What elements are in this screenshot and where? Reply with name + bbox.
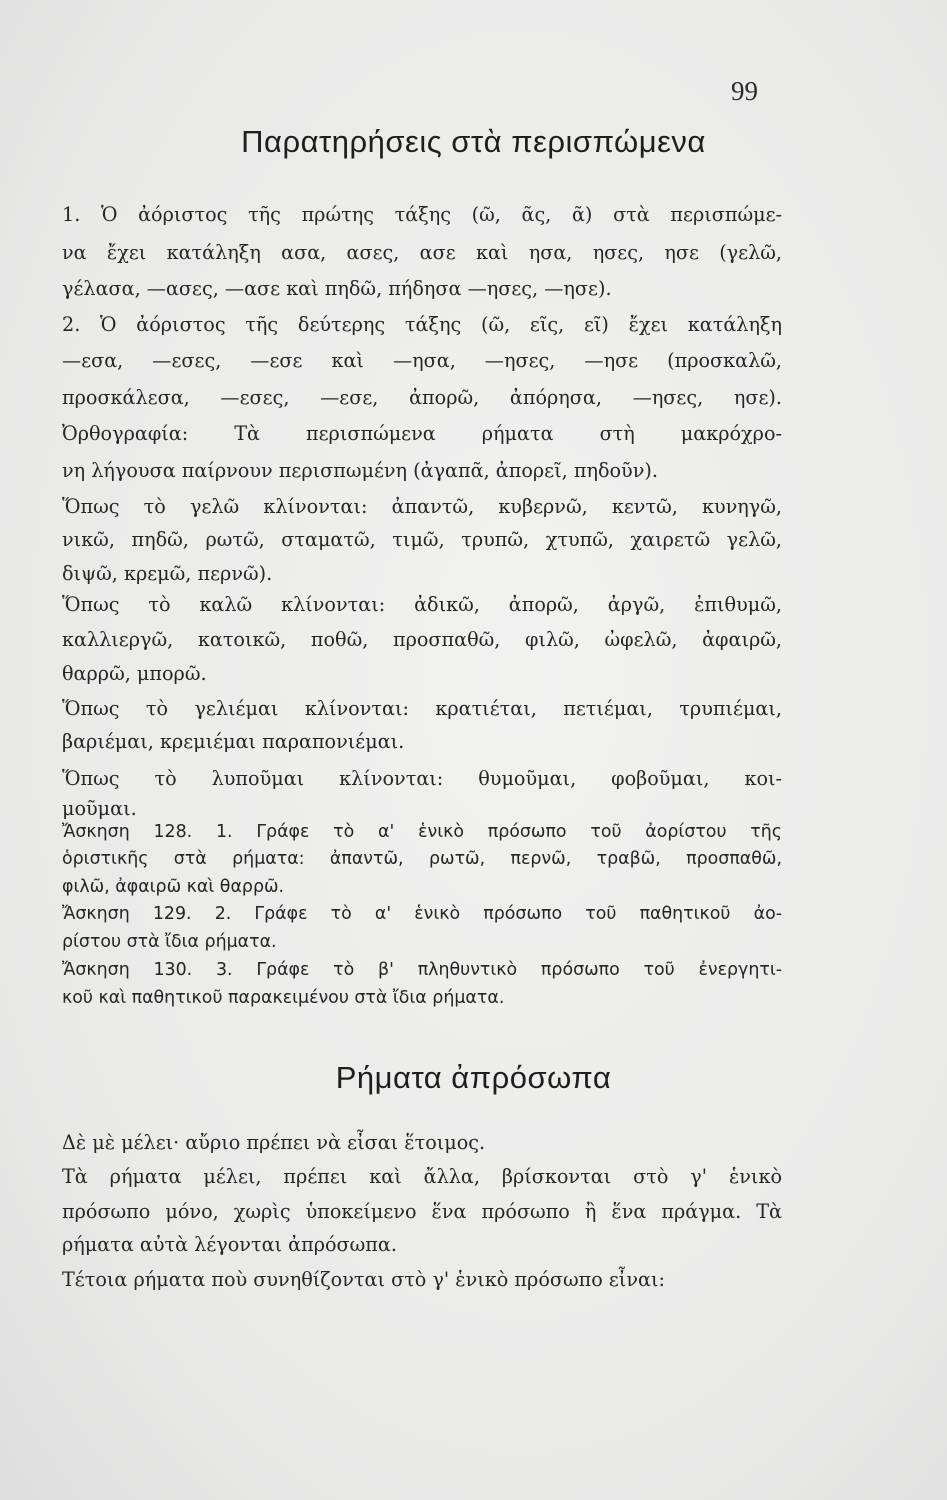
text-line: διψῶ, κρεμῶ, περνῶ). [62,562,273,585]
text-line: Ὅπως τὸ λυποῦμαι κλίνονται: θυμοῦμαι, φοβοῦμαι, κοι- [62,767,782,790]
text-line: Τὰ ρήματα μέλει, πρέπει καὶ ἄλλα, βρίσκονται στὸ γ' ἑνικὸ [62,1165,782,1188]
text-line: νικῶ, πηδῶ, ρωτῶ, σταματῶ, τιμῶ, τρυπῶ, χτυπῶ, χαιρετῶ γελῶ, [62,528,782,551]
text-line: κοῦ καὶ παθητικοῦ παρακειμένου στὰ ἴδια ρήματα. [62,988,505,1008]
page-number: 99 [731,76,758,106]
text-line: Ὀρθογραφία: Τὰ περισπώμενα ρήματα στὴ μακρόχρο- [62,422,782,445]
text-line: να ἔχει κατάληξη ασα, ασες, ασε καὶ ησα, ησες, ησε (γελῶ, [62,241,782,264]
section-heading-perispomena: Παρατηρήσεις στὰ περισπώμενα [241,124,706,159]
text-line: καλλιεργῶ, κατοικῶ, ποθῶ, προσπαθῶ, φιλῶ, ὠφελῶ, ἀφαιρῶ, [62,628,782,651]
text-line: προσκάλεσα, —εσες, —εσε, ἀπορῶ, ἀπόρησα, —ησες, ησε). [62,386,782,409]
text-line: ὁριστικῆς στὰ ρήματα: ἀπαντῶ, ρωτῶ, περνῶ, τραβῶ, προσπαθῶ, [62,849,782,869]
section-heading-aprosopa: Ρήματα ἀπρόσωπα [335,1060,612,1095]
text-line: Ὅπως τὸ γελιέμαι κλίνονται: κρατιέται, πετιέμαι, τρυπιέμαι, [62,697,782,720]
text-line: θαρρῶ, μπορῶ. [62,662,207,685]
text-line: Ὅπως τὸ γελῶ κλίνονται: ἀπαντῶ, κυβερνῶ, κεντῶ, κυνηγῶ, [62,495,782,518]
text-line: Δὲ μὲ μέλει· αὔριο πρέπει νὰ εἶσαι ἕτοιμος. [62,1131,486,1154]
text-line: Ἄσκηση 128. 1. Γράφε τὸ α' ἑνικὸ πρόσωπο τοῦ ἀορίστου τῆς [62,822,782,842]
text-line: Ὅπως τὸ καλῶ κλίνονται: ἀδικῶ, ἀπορῶ, ἀργῶ, ἐπιθυμῶ, [62,593,782,616]
text-line: Τέτοια ρήματα ποὺ συνηθίζονται στὸ γ' ἑνικὸ πρόσωπο εἶναι: [62,1268,665,1291]
text-line: πρόσωπο μόνο, χωρὶς ὑποκείμενο ἕνα πρόσωπο ἢ ἕνα πράγμα. Τὰ [62,1200,782,1223]
text-line: 2. Ὁ ἀόριστος τῆς δεύτερης τάξης (ῶ, εῖς, εῖ) ἔχει κατάληξη [62,313,782,336]
text-line: βαριέμαι, κρεμιέμαι παραπονιέμαι. [62,730,405,753]
text-line: ρήματα αὐτὰ λέγονται ἀπρόσωπα. [62,1233,397,1256]
text-line: 1. Ὁ ἀόριστος τῆς πρώτης τάξης (ῶ, ᾶς, ᾶ) στὰ περισπώμε- [62,203,782,226]
text-line: νη λήγουσα παίρνουν περισπωμένη (ἀγαπᾶ, ἀπορεῖ, πηδοῦν). [62,459,658,482]
text-line: φιλῶ, ἀφαιρῶ καὶ θαρρῶ. [62,877,285,897]
text-line: μοῦμαι. [62,797,137,820]
text-line: ρίστου στὰ ἴδια ρήματα. [62,932,277,952]
text-line: Ἄσκηση 129. 2. Γράφε τὸ α' ἑνικὸ πρόσωπο τοῦ παθητικοῦ ἀο- [62,904,782,924]
text-line: —εσα, —εσες, —εσε καὶ —ησα, —ησες, —ησε (προσκαλῶ, [62,349,782,372]
text-line: Ἄσκηση 130. 3. Γράφε τὸ β' πληθυντικὸ πρόσωπο τοῦ ἐνεργητι- [62,960,782,980]
text-line: γέλασα, —ασες, —ασε καὶ πηδῶ, πήδησα —ησες, —ησε). [62,277,612,300]
